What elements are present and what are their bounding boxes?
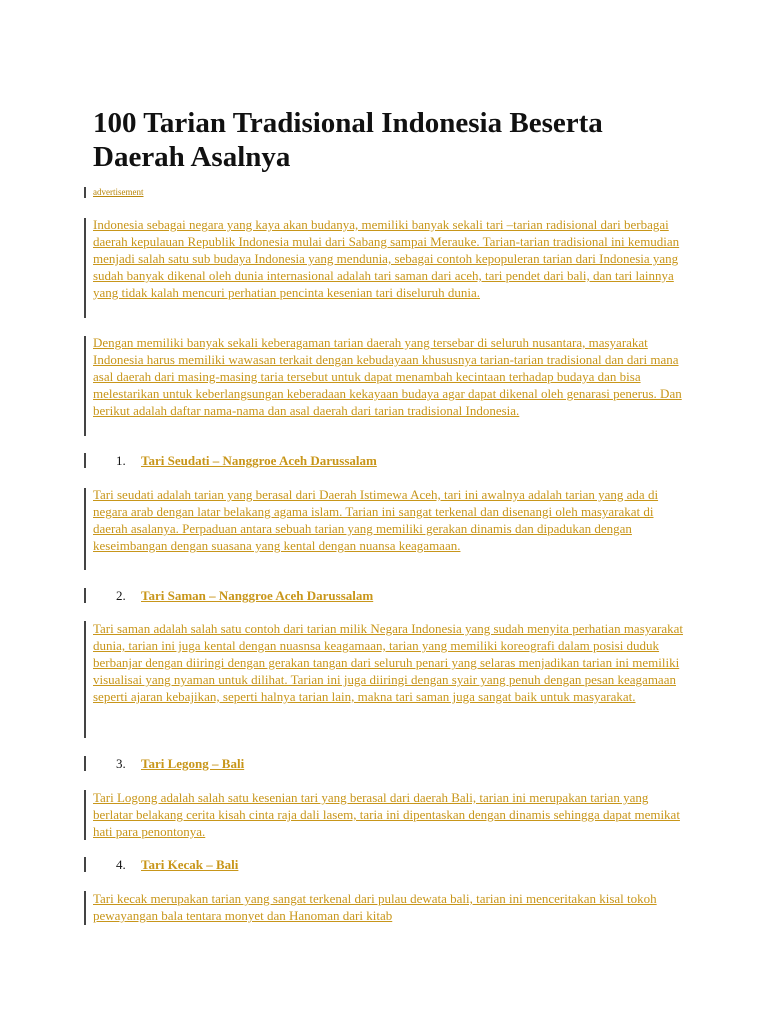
list-item-number: 3.	[116, 756, 126, 771]
list-item-number: 1.	[116, 453, 126, 468]
list-item-body[interactable]: Tari Logong adalah salah satu kesenian tari yang berasal dari daerah Bali, tarian ini merupakan tarian yang berlatar belakang cerita kisah cinta raja dali lasem, taria ini dipentaskan dengan dinamis sehingga dapat memikat hati para penontonya.	[93, 790, 680, 839]
advertisement-link[interactable]: advertisement	[93, 187, 144, 197]
list-item-body[interactable]: Tari saman adalah salah satu contoh dari tarian milik Negara Indonesia yang sudah menyita perhatian masyarakat dunia, tarian ini juga kental dengan nuasnsa keagamaan, tarian yang memiliki koreografi dalam posisi duduk berbanjar dengan diiringi dengan gerakan tangan dari seluruh penari yang selaras menjadikan tarian ini memiliki visualisai yang nyaman untuk dilihat. Tarian ini juga diiringi dengan syair yang penuh dengan pesan keagamaan seperti ajaran kebajikan, seperti halnya tarian lain, makna tari saman juga sangat baik untuk masyarakat.	[93, 621, 684, 704]
intro-paragraph-1[interactable]: Indonesia sebagai negara yang kaya akan budanya, memiliki banyak sekali tari –tarian radisional dari berbagai daerah kepulauan Republik Indonesia mulai dari Sabang sampai Merauke. Tarian-tarian tradisional ini kemudian menjadi salah satu sub budaya Indonesia yang mendunia, sebagai contoh kepopuleran tarian dari Indonesia yang sudah banyak dikenal oleh dunia internasional adalah tari saman dari aceh, tari pendet dari bali, dan tari lainnya yang tidak kalah mencuri perhatian pencinta kesenian tari diseluruh dunia.	[93, 217, 680, 300]
list-item-heading[interactable]: Tari Saman – Nanggroe Aceh Darussalam	[141, 588, 374, 603]
margin-bar	[84, 488, 86, 570]
margin-bar	[84, 453, 86, 468]
page-title: 100 Tarian Tradisional Indonesia Beserta Daerah Asalnya	[93, 107, 603, 173]
list-item-body[interactable]: Tari kecak merupakan tarian yang sangat terkenal dari pulau dewata bali, tarian ini menceritakan kisal tokoh pewayangan bala tentara monyet dan Hanoman dari kitab	[93, 891, 657, 923]
margin-bar	[84, 621, 86, 738]
list-item-heading[interactable]: Tari Seudati – Nanggroe Aceh Darussalam	[141, 453, 377, 468]
margin-bar	[84, 336, 86, 436]
list-item-body[interactable]: Tari seudati adalah tarian yang berasal dari Daerah Istimewa Aceh, tari ini awalnya adalah tarian yang ada di negara arab dengan latar belakang agama islam. Tarian ini sangat terkenal dan disenangi oleh masyarakat di daerah asalanya. Perpaduan antara sebuah tarian yang memiliki gerakan dinamis dan dipadukan dengan keseimbangan dengan suasana yang kental dengan nuansa keagamaan.	[93, 487, 659, 553]
margin-bar	[84, 891, 86, 925]
list-item-heading[interactable]: Tari Kecak – Bali	[141, 857, 239, 872]
list-item-number: 4.	[116, 857, 126, 872]
margin-bar	[84, 588, 86, 603]
margin-bar	[84, 857, 86, 872]
margin-bar	[84, 790, 86, 840]
list-item-heading[interactable]: Tari Legong – Bali	[141, 756, 245, 771]
margin-bar	[84, 218, 86, 318]
intro-paragraph-2[interactable]: Dengan memiliki banyak sekali keberagaman tarian daerah yang tersebar di seluruh nusantara, masyarakat Indonesia harus memiliki wawasan terkait dengan kebudayaan khususnya tarian-tarian tradisional dan dari mana asal daerah dari masing-masing taria tersebut untuk dapat menambah kecintaan terhadap budaya dan bisa melestarikan untuk keberlangsungan keberadaan kekayaan budaya agar dapat dikenal oleh genarasi penerus. Dan berikut adalah daftar nama-nama dan asal daerah dari tarian tradisional Indonesia.	[93, 335, 682, 418]
margin-bar	[84, 756, 86, 771]
margin-bar	[84, 187, 86, 198]
list-item-number: 2.	[116, 588, 126, 603]
